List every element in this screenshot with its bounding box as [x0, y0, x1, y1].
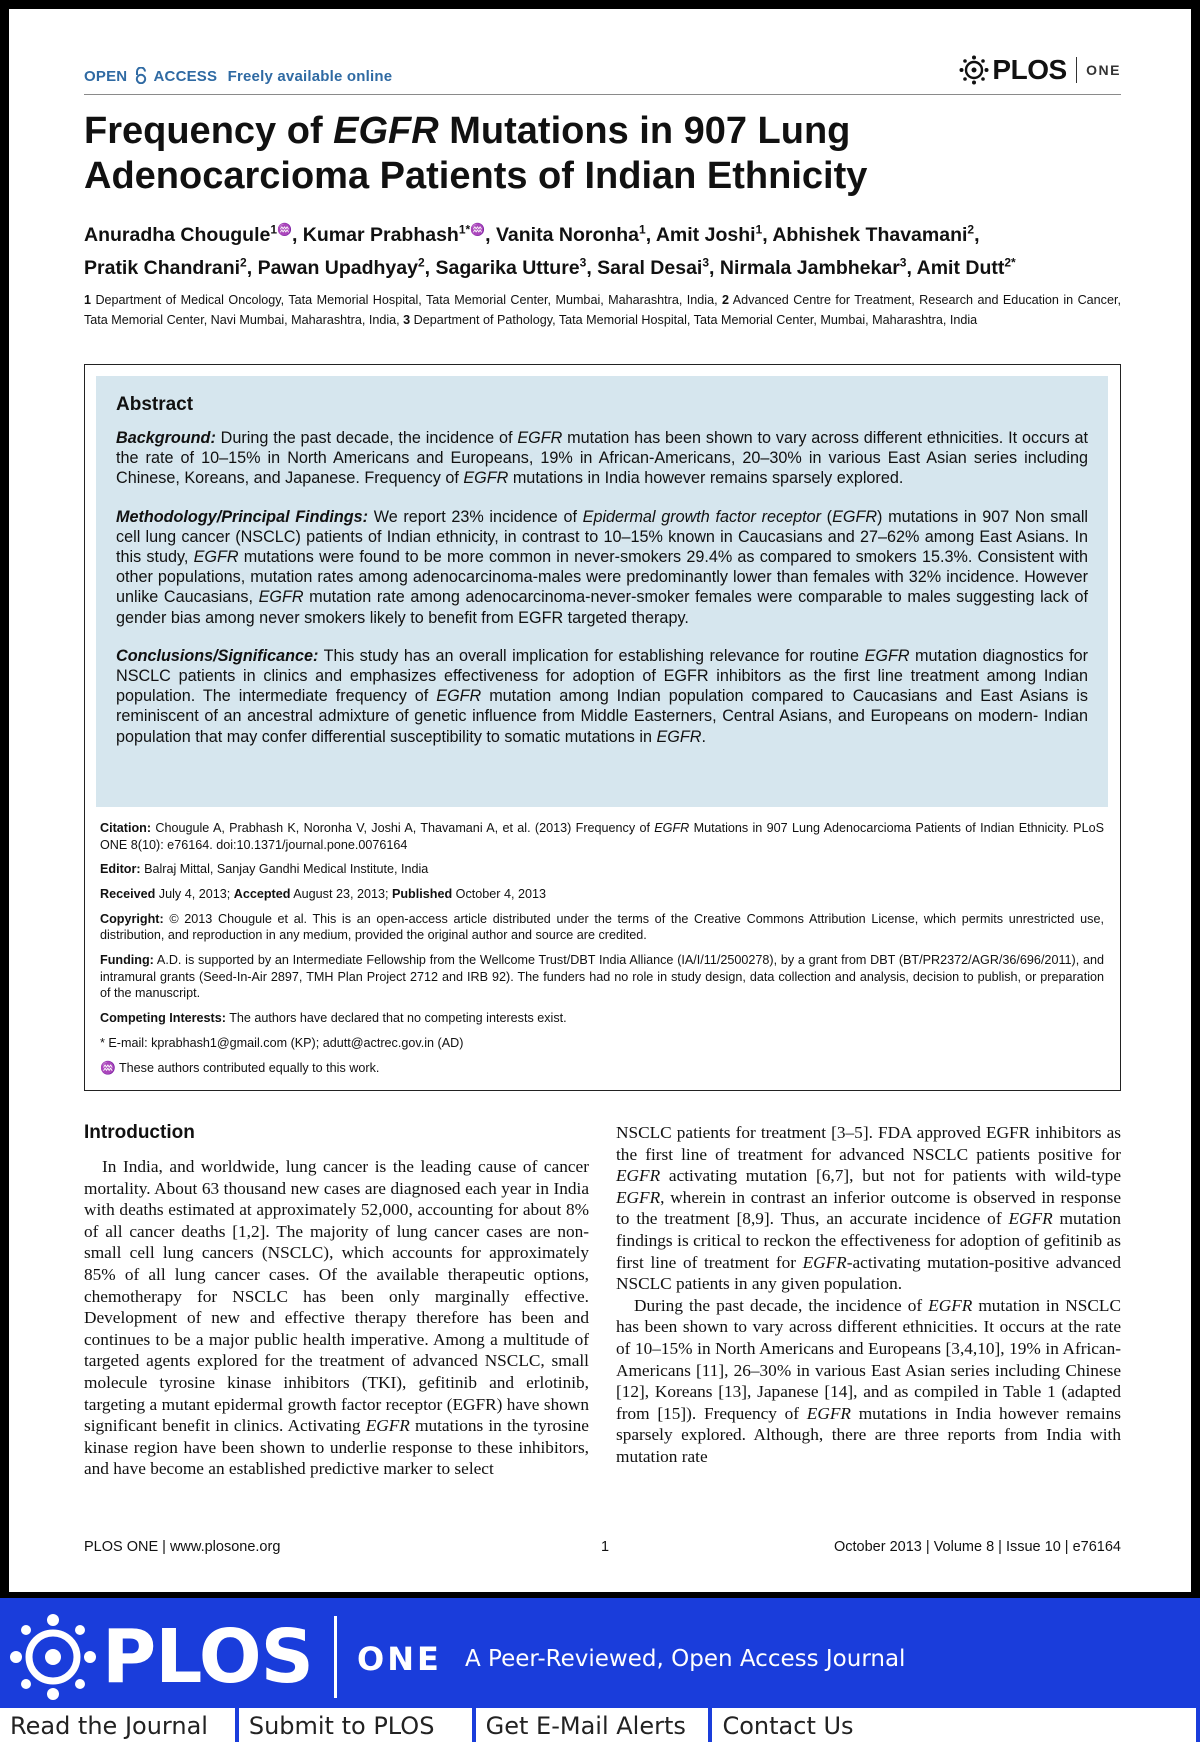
text-run: During the past decade, the incidence of: [215, 429, 518, 447]
article-metadata: [100, 820, 1104, 1084]
author-affiliation-marker: 3: [702, 255, 710, 270]
italic-term: EGFR: [517, 429, 563, 447]
conclusions-label: Conclusions/Significance:: [116, 646, 319, 665]
text-run: .: [701, 727, 706, 746]
affiliation-text: Department of Medical Oncology, Tata Memorial Hospital, Tata Memorial Center, Mumbai, Maharashtra, India,: [91, 293, 723, 307]
italic-term: EGFR: [1008, 1209, 1053, 1229]
article-title: [84, 109, 1084, 199]
text-run: mutations were found to be more common in never-smokers 29.4% as compared to smokers 15.3%. Consistent with other populations, mutation rates among adenocarcinoma-males were predominantly lower than females with 32% incidence. However unlike Caucasians,: [116, 548, 1088, 607]
paragraph-text: [84, 1157, 589, 1478]
citation-text: [100, 821, 1104, 852]
text-run: mutations in India however remains sparsely explored. Although, there are three reports from India with mutation rate: [616, 1403, 1122, 1466]
text-run: , wherein in contrast an inferior outcome is observed in response to the treatment [8,9]. Thus, an accurate incidence of: [616, 1187, 1121, 1229]
access-text: ACCESS: [153, 68, 218, 85]
author-separator: ,: [974, 223, 980, 246]
italic-term: EGFR: [802, 1252, 847, 1272]
competing-label: Competing Interests:: [100, 1010, 226, 1025]
text-run: mutation findings is critical to reckon the effectiveness for adoption of gefitinib as first line of treatment for: [616, 1209, 1121, 1272]
funding: [100, 952, 1104, 1002]
abstract-box: [96, 376, 1108, 807]
text-run: mutation diagnostics for NSCLC patients in clinics and emphasizes effectiveness for adoption of EGFR inhibitors as the first line treatment among Indian population. The intermediate frequency of: [116, 646, 1088, 706]
author-name: Saral Desai: [597, 257, 703, 279]
abstract-background: [116, 428, 1088, 489]
author-name: Amit Dutt: [916, 257, 1005, 279]
funding-label: Funding:: [100, 953, 154, 968]
paragraph-text: [616, 1123, 1121, 1293]
citation: [100, 820, 1104, 853]
body-column-left: [84, 1156, 589, 1480]
body-paragraph: [616, 1295, 1121, 1468]
banner-plos-wordmark: PLOS: [102, 1613, 313, 1700]
nav-contact[interactable]: Contact Us: [712, 1708, 1196, 1742]
plos-banner: [0, 1598, 1200, 1742]
text-run: Chougule A, Prabhash K, Noronha V, Joshi A, Thavamani A, et al. (2013) Frequency of: [151, 821, 655, 835]
nav-submit[interactable]: Submit to PLOS: [239, 1708, 472, 1742]
title-part: Frequency of: [84, 110, 334, 152]
body-paragraph: [616, 1122, 1121, 1295]
italic-term: EGFR: [463, 469, 509, 488]
italic-term: EGFR: [806, 1403, 851, 1423]
footer-journal: PLOS ONE | www.plosone.org: [84, 1539, 281, 1555]
italic-term: EGFR: [654, 821, 690, 835]
italic-term: EGFR: [832, 507, 878, 526]
author-separator: ,: [586, 257, 598, 279]
copyright-text: © 2013 Chougule et al. This is an open-access article distributed under the terms of the Creative Commons Attribution License, which permits unrestricted use, distribution, and reproduction in any medium, provided the original author and source are credited.: [100, 911, 1104, 943]
author-name: Nirmala Jambhekar: [719, 257, 900, 279]
author-name: Pratik Chandrani: [84, 257, 241, 279]
author-separator: ,: [709, 257, 720, 279]
author-name: Abhishek Thavamani: [772, 223, 968, 246]
author-name: Sagarika Utture: [435, 257, 580, 279]
author-affiliation-marker: 1♒: [270, 222, 292, 236]
author: [656, 224, 773, 246]
author-separator: ,: [424, 257, 436, 279]
author-separator: ,: [246, 257, 258, 279]
open-access-text: OPEN: [84, 68, 128, 85]
published-label: Published: [391, 887, 453, 902]
received-label: Received: [100, 887, 156, 902]
author-affiliation-marker: 1*♒: [458, 222, 486, 236]
banner-logo[interactable]: [8, 1604, 313, 1709]
text-run: In India, and worldwide, lung cancer is the leading cause of cancer mortality. About 63 thousand new cases are diagnosed each year in India with deaths estimated at approximately 52,000, accounting for about 8% of all cancer deaths [1,2]. The majority of lung cancer cases are non-small cell lung cancers (NSCLC), which accounts for approximately 85% of all lung cancer cases. Of the available therapeutic options, chemotherapy for NSCLC has been only marginally effective. Development of new and effective therapy therefore has been and continues to be a major public health imperative. Among a multitude of targeted agents explored for the treatment of advanced NSCLC, small molecule tyrosine kinase inhibitors (TKI), gefitinib and erlotinib, targeting a mutant epidermal growth factor receptor (EGFR) have shown significant benefit in clinics. Activating: [84, 1157, 589, 1436]
logo-divider: [1076, 57, 1078, 83]
background-text: [116, 429, 1088, 487]
author: [917, 257, 1016, 279]
author: [303, 224, 496, 246]
abstract-heading: Abstract: [116, 394, 194, 415]
dates: [100, 886, 1104, 903]
banner-divider: [334, 1616, 337, 1698]
italic-term: Epidermal growth factor receptor: [582, 507, 821, 526]
open-lock-icon: [134, 67, 148, 84]
author-separator: ,: [762, 223, 773, 246]
text-run: mutation in NSCLC has been shown to vary across different ethnicities. It occurs at the rate of 10–15% in North Americans and Europeans [3,4,10], 19% in African-Americans [11], 26–30% in various East Asian series including Chinese [12], Koreans [13], Japanese [14], and as compiled in Table 1 (adapted from [15]). Frequency of: [616, 1295, 1121, 1423]
italic-term: EGFR: [864, 646, 910, 665]
copyright-label: Copyright:: [100, 911, 164, 926]
introduction-heading: Introduction: [84, 1122, 195, 1143]
plos-mark-icon: [8, 1612, 98, 1702]
page-header: [84, 53, 1121, 95]
author: [772, 224, 979, 246]
author-separator: ,: [291, 223, 303, 246]
author-name: Vanita Noronha: [496, 223, 640, 246]
banner-one-wordmark: ONE: [357, 1640, 442, 1678]
published-date: October 4, 2013: [452, 887, 546, 902]
italic-term: EGFR: [928, 1295, 973, 1315]
author: [84, 257, 258, 279]
text-run: During the past decade, the incidence of: [634, 1295, 929, 1315]
author-affiliation-marker: 1: [639, 222, 646, 236]
author: [720, 257, 917, 279]
affiliation-number: 3: [403, 312, 411, 327]
author-separator: ,: [906, 257, 917, 279]
text-run: mutation rate among adenocarcinoma-never-smoker females were comparable to males suggesting lack of gender bias among never smokers likely to benefit from EGFR targeted therapy.: [116, 588, 1088, 627]
affiliation-number: 1: [84, 293, 92, 307]
editor: [100, 861, 1104, 878]
copyright: [100, 911, 1104, 944]
banner-nav: [0, 1708, 1200, 1742]
author-affiliation-marker: 1: [755, 222, 763, 236]
correspondence-email: * E-mail: kprabhash1@gmail.com (KP); adutt@actrec.gov.in (AD): [100, 1035, 464, 1050]
text-run: Mutations in 907 Lung Adenocarcioma Patients of Indian Ethnicity. PLoS ONE 8(10): e76164. doi:10.1371/journal.pone.0076164: [100, 821, 1104, 852]
accepted-label: Accepted: [233, 887, 291, 902]
author-name: Kumar Prabhash: [302, 223, 459, 246]
text-run: We report 23% incidence of: [368, 507, 583, 526]
affiliation-text: Department of Pathology, Tata Memorial Hospital, Tata Memorial Center, Mumbai, Maharashtra, India: [410, 312, 978, 327]
author: [84, 224, 303, 246]
open-access-label: [84, 67, 392, 85]
received-date: July 4, 2013;: [155, 887, 234, 902]
plos-mark-icon: [959, 55, 989, 85]
author: [436, 257, 598, 279]
accepted-date: August 23, 2013;: [290, 887, 392, 902]
author-separator: ,: [485, 223, 496, 246]
title-gene: EGFR: [333, 110, 439, 152]
competing-interests: [100, 1010, 1104, 1027]
nav-read-journal[interactable]: Read the Journal: [0, 1708, 235, 1742]
equal-contribution-note: ♒ These authors contributed equally to this work.: [100, 1060, 380, 1075]
title-part: Adenocarcioma Patients of Indian Ethnicity: [84, 155, 868, 197]
text-run: mutation among Indian population compared to Caucasians and East Asians is reminiscent of an ancestral admixture of genetic influence from Middle Easterners, Central Asians, and Europeans on modern- Indian population that may confer differential susceptibility to somatic mutations in: [116, 687, 1088, 746]
italic-term: EGFR: [193, 548, 239, 567]
author: [258, 257, 436, 279]
affiliation-text: Advanced Centre for Treatment, Research and Education in Cancer, Tata Memorial Center, Navi Mumbai, Maharashtra, India,: [84, 293, 1121, 327]
editor-text: Balraj Mittal, Sanjay Gandhi Medical Institute, India: [140, 862, 429, 877]
banner-tagline: A Peer-Reviewed, Open Access Journal: [465, 1646, 906, 1672]
author-separator: ,: [645, 223, 656, 246]
body-column-right: [616, 1122, 1121, 1468]
author-affiliation-marker: 2: [417, 255, 425, 270]
italic-term: EGFR: [656, 727, 702, 746]
funding-text: A.D. is supported by an Intermediate Fellowship from the Wellcome Trust/DBT India Alliance (IA/I/11/2500278), by a grant from DBT (BT/PR2372/AGR/36/696/2011), and intramural grants (Seed-In-Air 2897, TMH Plan Project 2712 and IRB 92). The funders had no role in study design, data collection and analysis, decision to publish, or preparation of the manuscript.: [100, 953, 1104, 1001]
author-affiliation-marker: 2*: [1004, 255, 1016, 270]
italic-term: EGFR: [616, 1166, 661, 1186]
affiliations: [84, 291, 1121, 330]
author-list: [84, 215, 1121, 282]
text-run: mutation has been shown to vary across different ethnicities. It occurs at the rate of 10–15% in North Americans and Europeans, 19% in African-Americans, 20–30% in various East Asian series including Chinese, Koreans, and Japanese. Frequency of: [116, 429, 1088, 488]
citation-label: Citation:: [100, 821, 152, 835]
abstract-methods: [116, 507, 1088, 628]
body-paragraph: [84, 1156, 589, 1480]
one-wordmark: ONE: [1086, 62, 1121, 78]
affiliation-number: 2: [722, 293, 730, 307]
text-run: This study has an overall implication for establishing relevance for routine: [318, 646, 865, 665]
italic-term: EGFR: [616, 1187, 661, 1207]
text-run: activating mutation [6,7], but not for patients with wild-type: [660, 1166, 1121, 1186]
text-run: NSCLC patients for treatment [3–5]. FDA approved EGFR inhibitors as the first line of treatment for advanced NSCLC patients positive for: [616, 1123, 1121, 1164]
author-name: Amit Joshi: [655, 223, 756, 246]
italic-term: EGFR: [365, 1416, 410, 1436]
background-label: Background:: [116, 429, 216, 447]
text-run: -activating mutation-positive advanced NSCLC patients in any given population.: [616, 1252, 1121, 1294]
author-name: Anuradha Chougule: [84, 223, 271, 246]
author: [496, 224, 656, 246]
author-affiliation-marker: 3: [899, 255, 907, 270]
abstract-conclusions: [116, 646, 1088, 747]
text-run: (: [821, 507, 833, 526]
abstract-frame: [84, 364, 1121, 1091]
editor-label: Editor:: [100, 862, 141, 877]
text-run: mutations in India however remains sparsely explored.: [508, 469, 904, 488]
title-part: Mutations in 907 Lung: [438, 110, 851, 152]
footer-issue: October 2013 | Volume 8 | Issue 10 | e76164: [834, 1539, 1121, 1555]
nav-email-alerts[interactable]: Get E-Mail Alerts: [476, 1708, 709, 1742]
text-run: ) mutations in 907 Non small cell lung cancer (NSCLC) patients of Indian ethnicity, in contrast to 10–15% known in Caucasians and 27–62% among East Asians. In this study,: [116, 507, 1089, 567]
author: [597, 257, 720, 279]
text-run: mutations in the tyrosine kinase region have been shown to underlie response to these inhibitors, and have become an established predictive marker to select: [84, 1416, 589, 1479]
author-name: Pawan Upadhyay: [257, 257, 418, 279]
italic-term: EGFR: [436, 687, 482, 706]
plos-wordmark: PLOS: [992, 54, 1067, 85]
plos-one-logo: [959, 53, 1121, 87]
freely-available-text: Freely available online: [227, 68, 393, 85]
page-number: 1: [601, 1539, 610, 1555]
italic-term: EGFR: [258, 588, 304, 607]
paragraph-text: [616, 1296, 1121, 1466]
methods-label: Methodology/Principal Findings:: [116, 507, 369, 526]
author-affiliation-marker: 3: [579, 255, 587, 270]
author-affiliation-marker: 2: [240, 255, 247, 270]
competing-text: The authors have declared that no competing interests exist.: [225, 1010, 567, 1025]
author-affiliation-marker: 2: [967, 222, 975, 236]
article-page: [9, 9, 1191, 1592]
